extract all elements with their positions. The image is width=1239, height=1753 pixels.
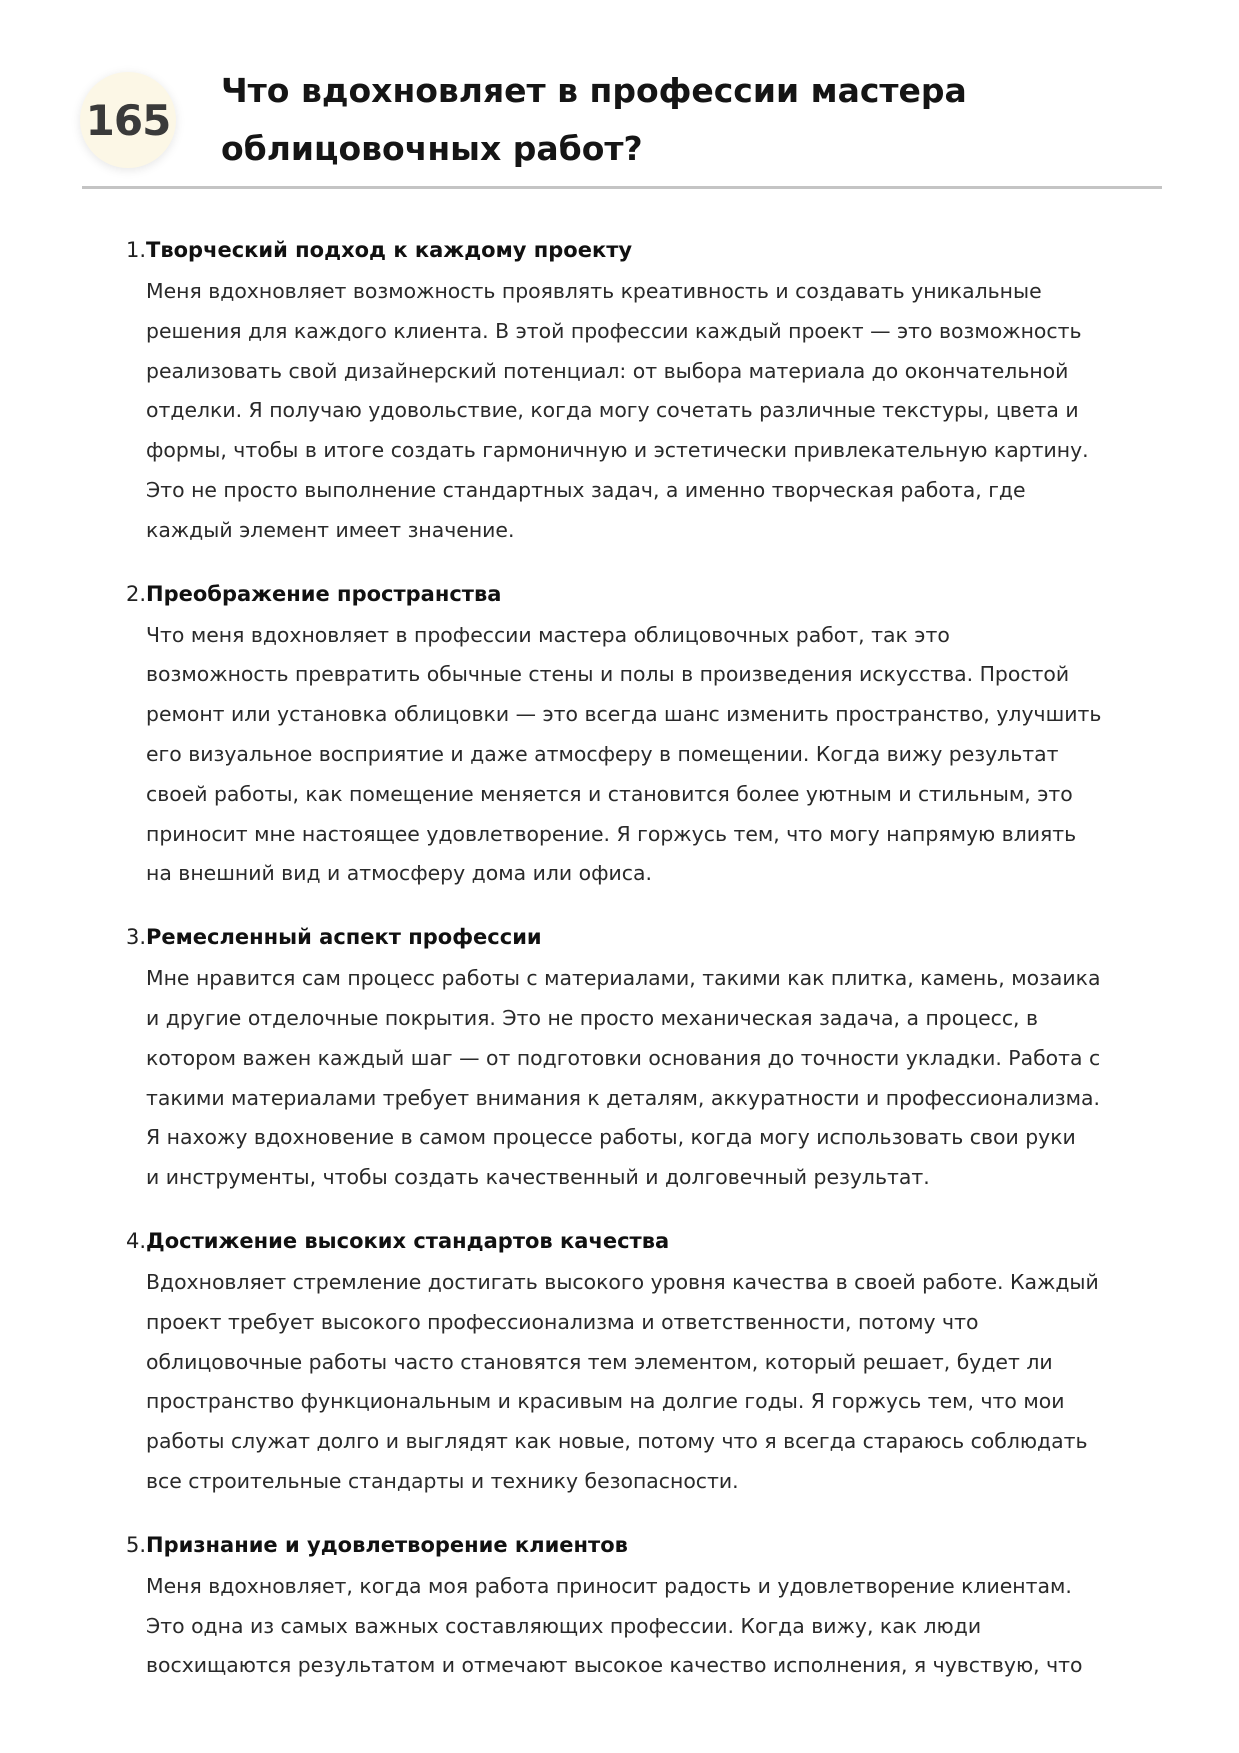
reasons-list [0, 228, 1239, 1707]
paragraph-line: решения для каждого клиента. В этой профессии каждый проект — это возможность [146, 318, 1082, 343]
paragraph-line: Это одна из самых важных составляющих профессии. Когда вижу, как люди [146, 1613, 982, 1638]
paragraph-line: котором важен каждый шаг — от подготовки основания до точности укладки. Работа с [146, 1045, 1101, 1070]
question-number-badge: 165 [80, 72, 176, 168]
item-number: 1. [125, 238, 146, 262]
item-heading: Достижение высоких стандартов качества [146, 1228, 670, 1253]
item-paragraph [0, 616, 1166, 895]
paragraph-line: Меня вдохновляет возможность проявлять креативность и создавать уникальные [146, 279, 1042, 303]
list-item [0, 1219, 1239, 1502]
paragraph-line: Что меня вдохновляет в профессии мастера облицовочных работ, так это [146, 622, 950, 647]
item-paragraph [0, 1263, 1166, 1502]
page-title [221, 62, 1151, 178]
item-header [0, 228, 1239, 272]
item-heading: Признание и удовлетворение клиентов [146, 1532, 628, 1557]
item-heading: Преображение пространства [146, 581, 502, 606]
paragraph-line: на внешний вид и атмосферу дома или офиса. [146, 861, 652, 886]
list-item [0, 1523, 1239, 1686]
paragraph-line: такими материалами требует внимания к деталям, аккуратности и профессионализма. [146, 1085, 1100, 1110]
item-number: 4. [125, 1228, 146, 1253]
paragraph-line: и другие отделочные покрытия. Это не просто механическая задача, а процесс, в [146, 1005, 1039, 1030]
item-header [0, 1219, 1239, 1263]
paragraph-line: Я нахожу вдохновение в самом процессе работы, когда могу использовать свои руки [146, 1125, 1076, 1150]
paragraph-line: все строительные стандарты и технику безопасности. [146, 1468, 739, 1493]
paragraph-line: Меня вдохновляет, когда моя работа приносит радость и удовлетворение клиентам. [146, 1573, 1072, 1598]
item-paragraph [0, 1567, 1166, 1686]
item-number: 3. [125, 925, 146, 950]
item-number: 2. [125, 581, 146, 606]
list-item [0, 572, 1239, 895]
paragraph-line: Мне нравится сам процесс работы с материалами, такими как плитка, камень, мозаика [146, 966, 1101, 991]
title-line: Что вдохновляет в профессии мастера [221, 71, 967, 110]
item-heading: Творческий подход к каждому проекту [146, 238, 633, 262]
title-line: облицовочных работ? [221, 129, 643, 168]
paragraph-line: пространство функциональным и красивым на долгие годы. Я горжусь тем, что мои [146, 1389, 1065, 1414]
paragraph-line: проект требует высокого профессионализма и ответственности, потому что [146, 1309, 979, 1334]
list-item [0, 228, 1239, 551]
list-item [0, 915, 1239, 1198]
paragraph-line: формы, чтобы в итоге создать гармоничную и эстетически привлекательную картину. [146, 438, 1089, 463]
paragraph-line: приносит мне настоящее удовлетворение. Я горжусь тем, что могу напрямую влиять [146, 821, 1077, 846]
paragraph-line: отделки. Я получаю удовольствие, когда могу сочетать различные текстуры, цвета и [146, 398, 1079, 423]
paragraph-line: Это не просто выполнение стандартных задач, а именно творческая работа, где [146, 477, 1026, 502]
paragraph-line: Вдохновляет стремление достигать высокого уровня качества в своей работе. Каждый [146, 1269, 1099, 1294]
item-header [0, 1523, 1239, 1567]
paragraph-line: облицовочные работы часто становятся тем элементом, который решает, будет ли [146, 1349, 1053, 1374]
item-number: 5. [125, 1532, 146, 1557]
item-header [0, 915, 1239, 959]
paragraph-line: восхищаются результатом и отмечают высокое качество исполнения, я чувствую, что [146, 1653, 1083, 1678]
page-header [0, 0, 1239, 200]
paragraph-line: работы служат долго и выглядят как новые, потому что я всегда стараюсь соблюдать [146, 1429, 1088, 1454]
paragraph-line: ремонт или установка облицовки — это всегда шанс изменить пространство, улучшить [146, 702, 1102, 727]
paragraph-line: каждый элемент имеет значение. [146, 517, 515, 542]
paragraph-line: своей работы, как помещение меняется и становится более уютным и стильным, это [146, 781, 1073, 806]
item-heading: Ремесленный аспект профессии [146, 925, 542, 950]
paragraph-line: реализовать свой дизайнерский потенциал: от выбора материала до окончательной [146, 358, 1069, 383]
header-divider [82, 186, 1162, 189]
item-paragraph [0, 959, 1166, 1198]
paragraph-line: возможность превратить обычные стены и полы в произведения искусства. Простой [146, 662, 1070, 687]
item-paragraph [0, 272, 1166, 551]
item-header [0, 572, 1239, 616]
paragraph-line: его визуальное восприятие и даже атмосферу в помещении. Когда вижу результат [146, 741, 1059, 766]
paragraph-line: и инструменты, чтобы создать качественный и долговечный результат. [146, 1165, 930, 1190]
